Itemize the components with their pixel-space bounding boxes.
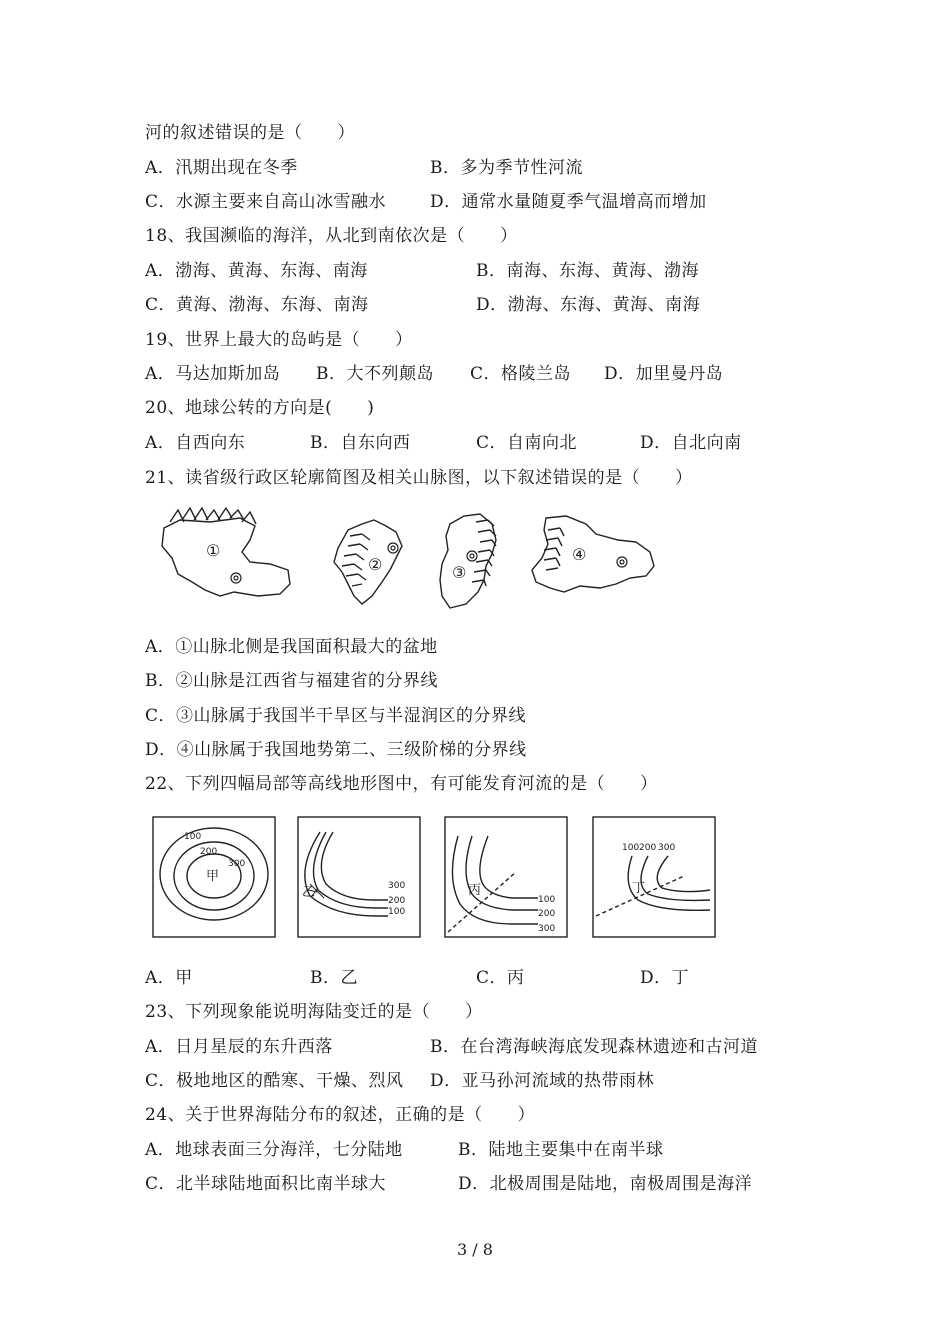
q21-stem: 21、读省级行政区轮廓简图及相关山脉图，以下叙述错误的是（ ） xyxy=(145,468,693,488)
q22-option-b: B．乙 xyxy=(310,968,358,988)
q23-option-a: A．日月星辰的东升西落 xyxy=(145,1037,333,1057)
contour-panel-2-line-100 xyxy=(305,832,388,916)
q21-option-d: D．④山脉属于我国地势第二、三级阶梯的分界线 xyxy=(145,740,527,760)
map-1-outline xyxy=(162,518,290,596)
q18-option-b: B．南海、东海、黄海、渤海 xyxy=(476,261,699,281)
q18-option-d: D．渤海、东海、黄海、南海 xyxy=(476,295,701,315)
q19-option-d: D．加里曼丹岛 xyxy=(604,364,724,384)
panel-2-point-label: 乙 xyxy=(302,885,316,900)
q17-option-b: B．多为季节性河流 xyxy=(430,158,583,178)
panel-1-point-label: 甲 xyxy=(206,869,220,884)
map-4-mountain-ridge xyxy=(544,528,564,570)
contour-panel-2-line-300 xyxy=(321,832,388,900)
contour-panel-2-line-200 xyxy=(314,832,389,908)
panel-1-label-100: 100 xyxy=(184,832,202,842)
q18-option-a: A．渤海、黄海、东海、南海 xyxy=(145,261,368,281)
q20-option-c: C．自南向北 xyxy=(476,433,578,453)
q17-option-a: A．汛期出现在冬季 xyxy=(145,158,298,178)
q24-option-c: C．北半球陆地面积比南半球大 xyxy=(145,1174,387,1194)
q21-option-c: C．③山脉属于我国半干旱区与半湿润区的分界线 xyxy=(145,706,527,726)
contour-panel-4-line-300 xyxy=(657,856,710,892)
contour-panel-3-line-100 xyxy=(480,836,538,898)
panel-2-label-100: 100 xyxy=(388,907,406,917)
map-4-capital-marker xyxy=(617,557,627,567)
panel-2-label-200: 200 xyxy=(388,896,406,906)
panel-4-label-100: 100 xyxy=(622,843,640,853)
contour-panel-2-frame xyxy=(298,817,420,937)
contour-maps xyxy=(148,812,728,942)
map-3-outline xyxy=(440,514,496,608)
panel-1-label-300: 300 xyxy=(228,859,246,869)
q20-option-a: A．自西向东 xyxy=(145,433,246,453)
map-4-outline xyxy=(532,516,654,592)
contour-panel-3-line-200 xyxy=(466,836,538,910)
map-1-label: ① xyxy=(206,541,221,560)
q20-stem: 20、地球公转的方向是( ) xyxy=(145,398,375,418)
panel-1-label-200: 200 xyxy=(200,847,218,857)
map-1-capital-marker xyxy=(231,573,241,583)
q22-stem: 22、下列四幅局部等高线地形图中，有可能发育河流的是（ ） xyxy=(145,774,658,794)
map-2-capital-marker xyxy=(388,543,398,553)
q22-option-c: C．丙 xyxy=(476,968,525,988)
province-outline-maps xyxy=(150,500,670,615)
q19-stem: 19、世界上最大的岛屿是（ ） xyxy=(145,330,413,350)
panel-4-label-200: 200 xyxy=(639,843,657,853)
contour-panel-3-line-300 xyxy=(452,836,538,924)
map-2-mountain-ridge xyxy=(342,534,370,586)
map-3-capital-marker xyxy=(467,551,477,561)
q23-option-d: D．亚马孙河流域的热带雨林 xyxy=(430,1071,655,1091)
q21-option-b: B．②山脉是江西省与福建省的分界线 xyxy=(145,671,438,691)
q17-option-c: C．水源主要来自高山冰雪融水 xyxy=(145,192,387,212)
panel-3-label-100: 100 xyxy=(538,895,556,905)
q24-stem: 24、关于世界海陆分布的叙述，正确的是（ ） xyxy=(145,1105,536,1125)
q20-option-b: B．自东向西 xyxy=(310,433,411,453)
q22-option-d: D．丁 xyxy=(640,968,690,988)
panel-3-label-300: 300 xyxy=(538,924,556,934)
panel-3-point-label: 丙 xyxy=(468,883,482,898)
map-4-label: ④ xyxy=(572,545,587,564)
q23-option-b: B．在台湾海峡海底发现森林遗迹和古河道 xyxy=(430,1037,758,1057)
q19-option-a: A．马达加斯加岛 xyxy=(145,364,281,384)
map-2-label: ② xyxy=(368,555,383,574)
q17-stem-tail: 河的叙述错误的是（ ） xyxy=(145,123,355,143)
panel-2-label-300: 300 xyxy=(388,881,406,891)
q18-option-c: C．黄海、渤海、东海、南海 xyxy=(145,295,369,315)
q24-option-b: B．陆地主要集中在南半球 xyxy=(458,1140,664,1160)
contour-panel-4-line-200 xyxy=(641,856,710,900)
map-3-label: ③ xyxy=(452,563,467,582)
q18-stem: 18、我国濒临的海洋，从北到南依次是（ ） xyxy=(145,226,518,246)
q21-option-a: A．①山脉北侧是我国面积最大的盆地 xyxy=(145,637,438,657)
contour-panel-4-frame xyxy=(593,817,715,937)
panel-4-label-300: 300 xyxy=(658,843,676,853)
q23-stem: 23、下列现象能说明海陆变迁的是（ ） xyxy=(145,1002,483,1022)
q22-option-a: A．甲 xyxy=(145,968,193,988)
q24-option-a: A．地球表面三分海洋，七分陆地 xyxy=(145,1140,403,1160)
contour-panel-3-frame xyxy=(445,817,567,937)
q24-option-d: D．北极周围是陆地，南极周围是海洋 xyxy=(458,1174,753,1194)
page-number: 3 / 8 xyxy=(457,1240,493,1259)
panel-4-point-label: 丁 xyxy=(632,881,646,896)
q19-option-b: B．大不列颠岛 xyxy=(316,364,434,384)
q20-option-d: D．自北向南 xyxy=(640,433,742,453)
q23-option-c: C．极地地区的酷寒、干燥、烈风 xyxy=(145,1071,404,1091)
panel-3-label-200: 200 xyxy=(538,909,556,919)
q17-option-d: D．通常水量随夏季气温增高而增加 xyxy=(430,192,707,212)
q19-option-c: C．格陵兰岛 xyxy=(470,364,572,384)
